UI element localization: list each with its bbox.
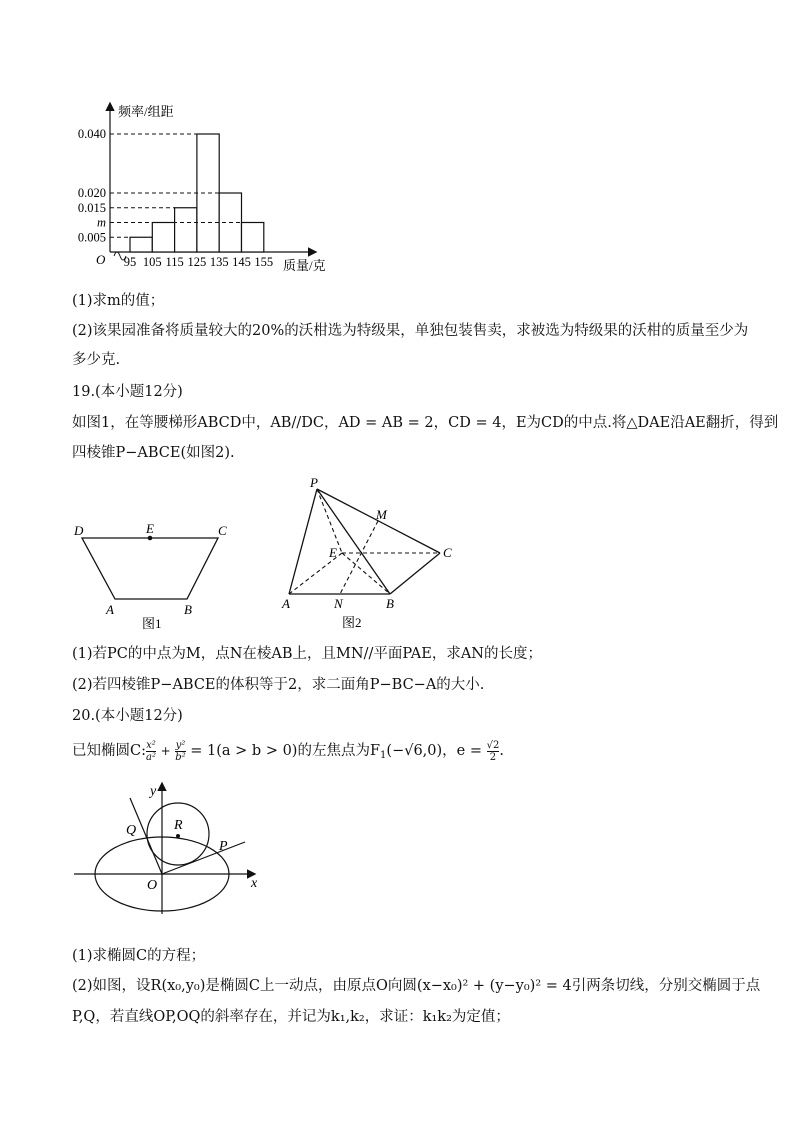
q18-part2-cont: 多少克.	[72, 352, 121, 368]
x-tick-label: 105	[142, 255, 162, 269]
q18-part2: (2)该果园准备将质量较大的20%的沃柑选为特级果，单独包装售卖，求被选为特级果的沃柑的质量至少为	[72, 323, 749, 339]
origin-label: O	[96, 252, 106, 267]
q18-part1: (1)求m的值；	[72, 293, 165, 309]
q19-part1: (1)若PC的中点为M，点N在棱AB上，且MN//平面PAE，求AN的长度；	[72, 646, 542, 662]
fig1-label-A: A	[106, 602, 114, 617]
trapezoid-svg	[68, 515, 243, 635]
y-tick-label: 0.040	[77, 127, 106, 141]
histogram-bar-105-115	[152, 223, 174, 253]
fig2-caption: 图2	[342, 615, 362, 630]
y-axis-title: 频率/组距	[118, 104, 174, 119]
q20-stem-d: .	[499, 743, 504, 759]
y-tick-label: 0.015	[77, 200, 106, 215]
fig2-label-C: C	[443, 545, 452, 560]
axis-label-x: x	[251, 876, 258, 891]
fraction-x2-a2: $\frac{\text{x²}}{\text{a²}}$	[145, 739, 156, 763]
q20-stem-c: (−√6,0)，e =	[386, 743, 487, 759]
label-R: R	[174, 818, 183, 833]
q20-header: 20.(本小题12分)	[72, 708, 183, 724]
label-P: P	[219, 839, 228, 854]
x-tick-label: 115	[165, 255, 184, 269]
fig1-label-E: E	[146, 521, 154, 536]
q20-part2-cont: P,Q，若直线OP,OQ的斜率存在，并记为k₁,k₂，求证：k₁k₂为定值；	[72, 1009, 510, 1025]
q20-stem-b: = 1(a > b > 0)的左焦点为F	[185, 743, 381, 759]
x-axis-title: 质量/克	[283, 258, 326, 273]
fraction-sqrt2-2: $\frac{√2}{2}$	[486, 739, 500, 763]
x-tick-label: 145	[232, 255, 251, 269]
x-tick-label: 135	[209, 255, 229, 269]
label-Q: Q	[126, 823, 137, 838]
q20-part2: (2)如图，设R(x₀,y₀)是椭圆C上一动点，由原点O向圆(x−x₀)² + (y−y₀)² = 4引两条切线，分别交椭圆于点	[72, 978, 761, 994]
fig2-label-A: A	[282, 596, 290, 611]
y-tick-label: 0.020	[77, 186, 106, 200]
q20-stem-a: 已知椭圆C:	[72, 743, 146, 759]
q20-part1: (1)求椭圆C的方程；	[72, 948, 206, 964]
ellipse-svg	[70, 778, 280, 918]
fig1-label-C: C	[218, 523, 227, 538]
x-tick-label: 95	[123, 255, 137, 269]
y-tick-label: 0.005	[77, 230, 106, 245]
histogram-bar-115-125	[175, 208, 197, 252]
fraction-y2-b2: $\frac{\text{y²}}{\text{b²}}$	[175, 739, 186, 763]
fig1-caption: 图1	[142, 616, 162, 631]
histogram-bar-95-105	[130, 237, 152, 252]
x-tick-label: 155	[254, 255, 274, 269]
histogram-bar-145-155	[242, 223, 264, 253]
fig1-label-D: D	[74, 523, 84, 538]
label-O: O	[147, 878, 158, 893]
pyramid-svg	[278, 475, 468, 635]
fig1-label-B: B	[184, 602, 192, 617]
y-tick-label: m	[96, 215, 106, 230]
q20-stem: 已知椭圆C: $\frac{\text{x²}}{\text{a²}}$ + $\frac{\text{y²}}{\text{b²}}$ = 1(a > b > 0)的左焦点为$F_1(-√6,0)$，e = $\frac{√2}{2}$ .	[72, 739, 504, 763]
q19-header: 19.(本小题12分)	[72, 384, 183, 400]
histogram-svg	[60, 98, 360, 278]
figure-1-trapezoid	[68, 515, 243, 635]
figure-2-pyramid	[278, 475, 468, 635]
q19-stem-line1: 如图1，在等腰梯形ABCD中，AB//DC，AD = AB = 2，CD = 4，E为CD的中点.将△DAE沿AE翻折，得到	[72, 415, 779, 431]
fig2-label-N: N	[334, 596, 343, 611]
x-tick-label: 125	[187, 255, 207, 269]
frequency-histogram	[60, 98, 360, 278]
q19-stem-line2: 四棱锥P−ABCE(如图2).	[72, 445, 235, 461]
fig2-label-E: E	[329, 545, 337, 560]
fig2-label-M: M	[376, 507, 387, 522]
q19-part2: (2)若四棱锥P−ABCE的体积等于2，求二面角P−BC−A的大小.	[72, 677, 485, 693]
fig2-label-B: B	[386, 596, 394, 611]
fig2-label-P: P	[310, 475, 318, 490]
axis-label-y: y	[150, 784, 157, 799]
figure-ellipse	[70, 778, 280, 918]
